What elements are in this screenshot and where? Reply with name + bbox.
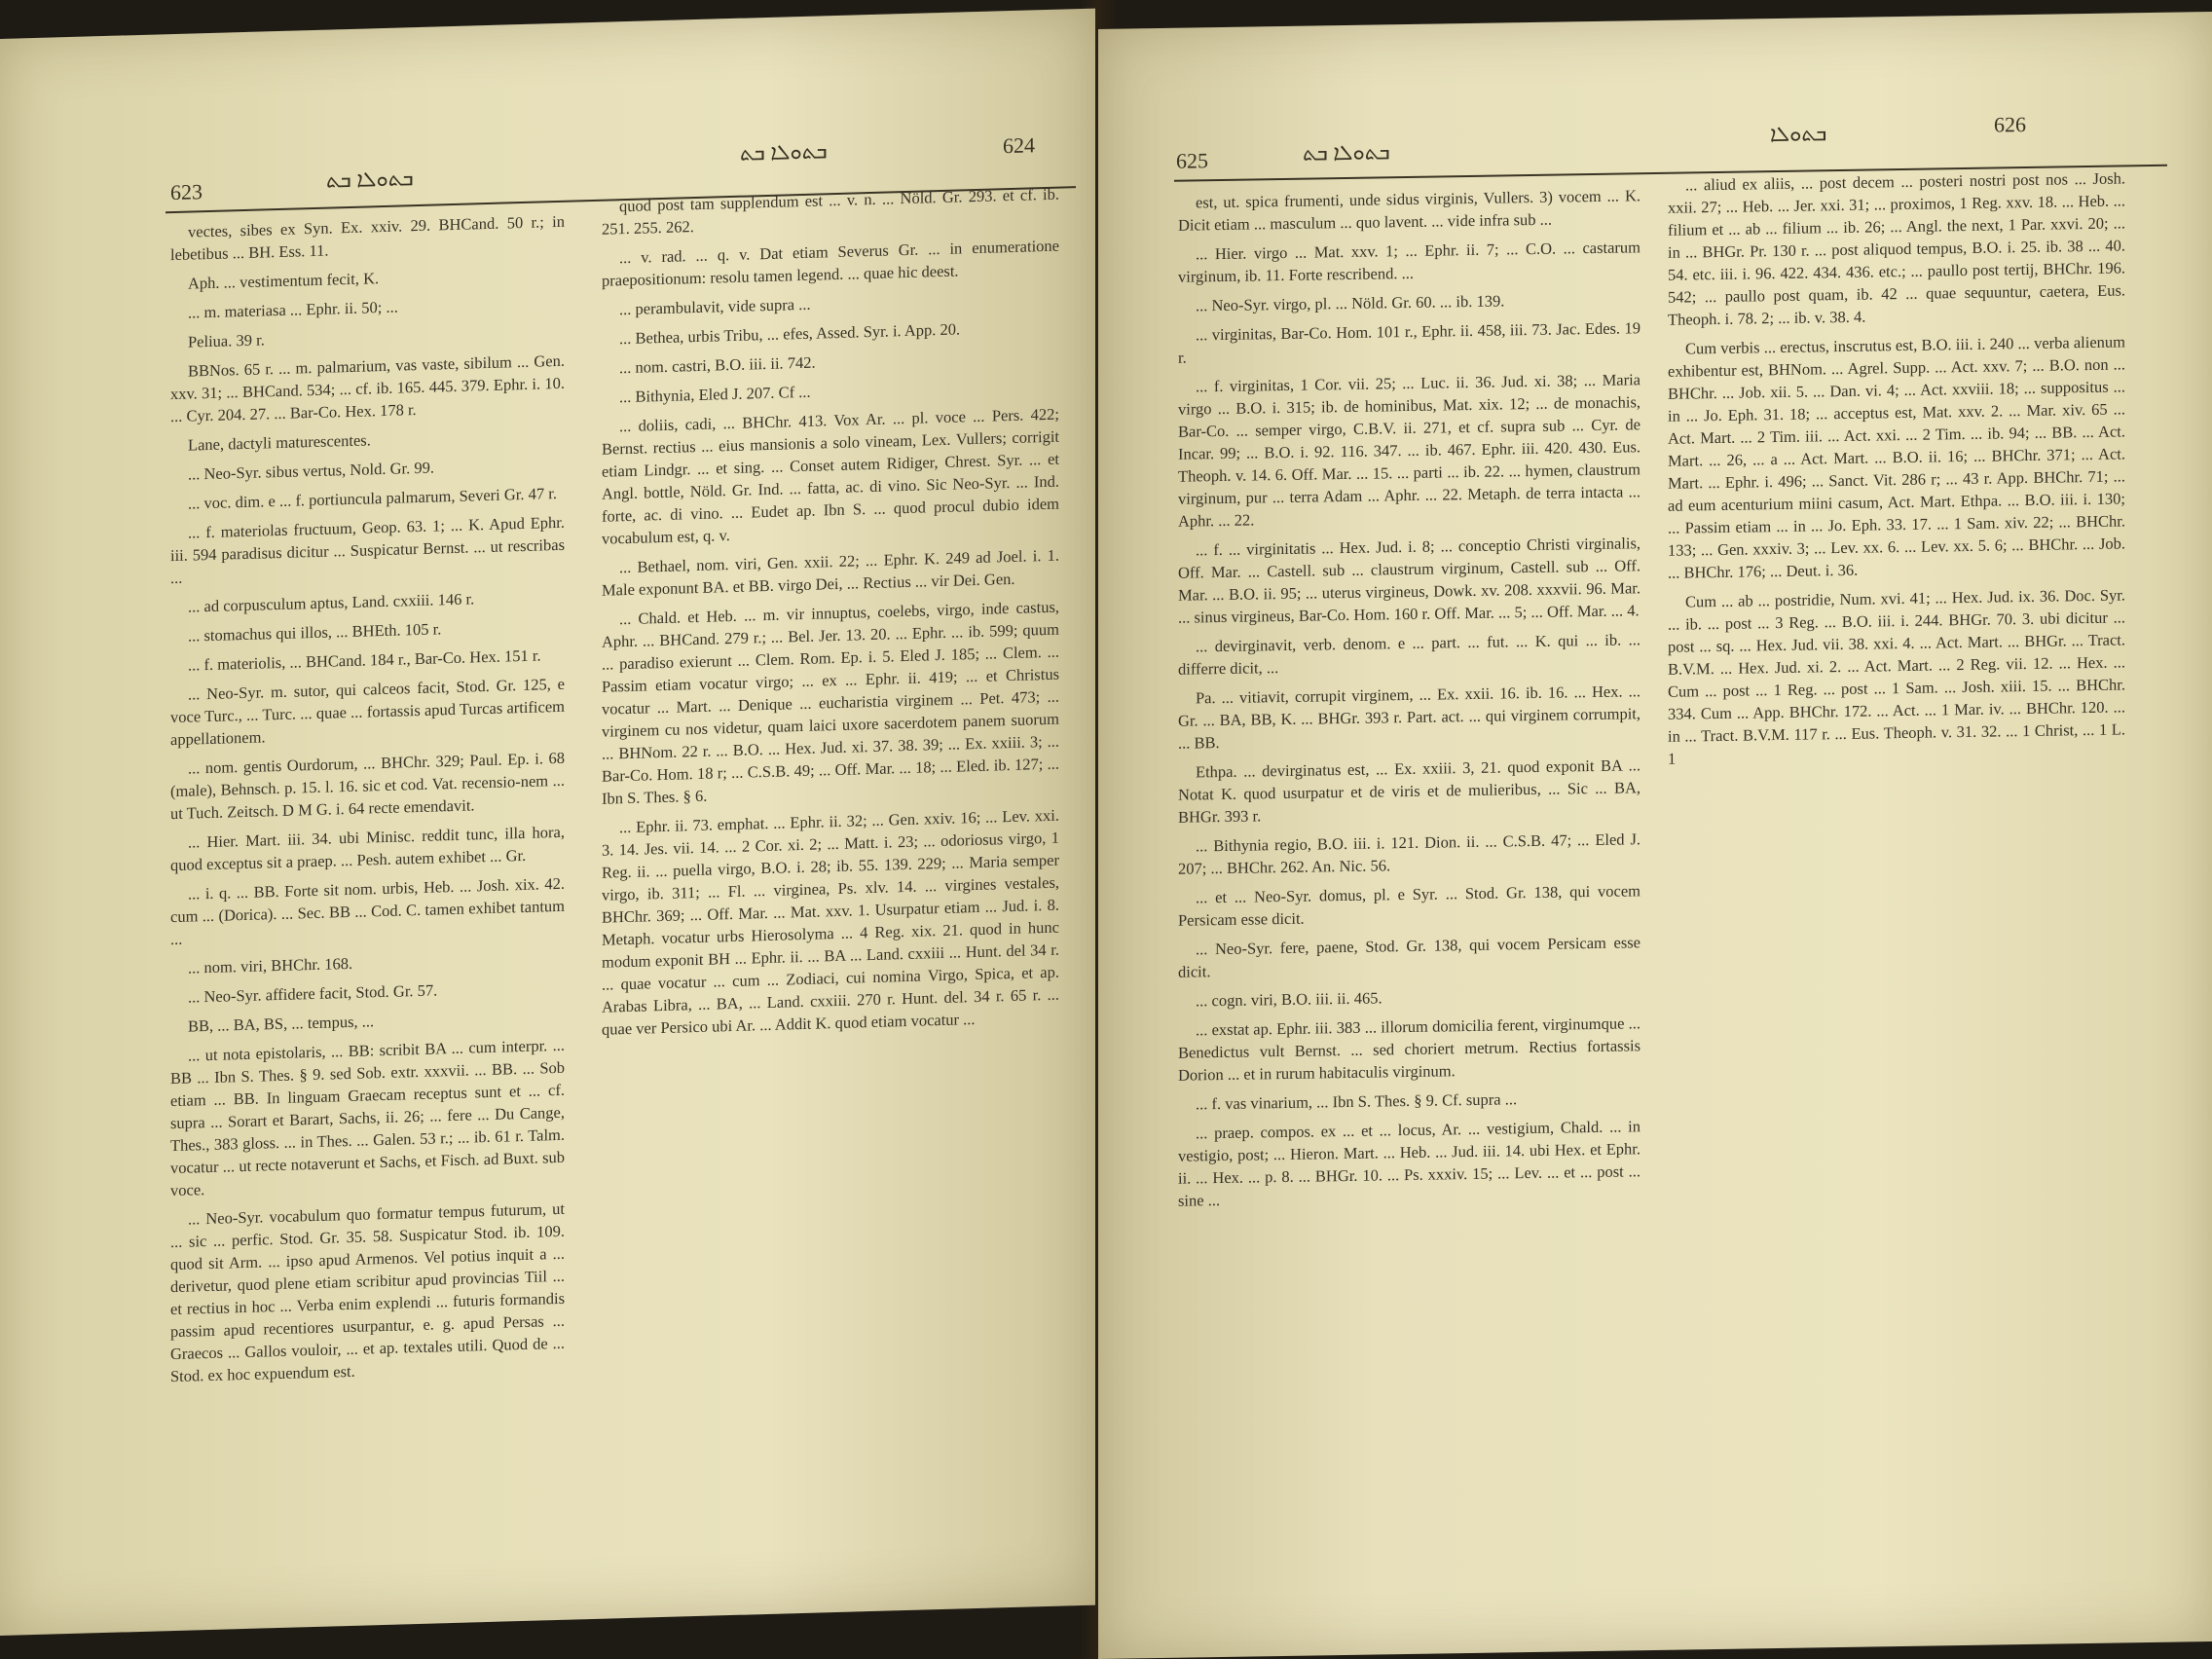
text-column-3 [1178, 184, 1641, 1544]
entry-paragraph: ... Neo-Syr. vocabulum quo formatur tempus futurum, ut ... sic ... perfic. Stod. Gr. 35. 58. Suspicatur Stod. ib. 109. quod sit Arm. ... ipso apud Armenos. Vel potius inquit a ... derivetur, quod plene etiam scribitur apud provincias Tiil ... et rectius in hoc ... Verba enim explendi ... futuris formandis passim apud recentiores usurpantur, e. g. apud Persas ... Graecos ... Gallos vouloir, ... et ap. textales utili. Quod de ... Stod. ex hoc expuendum est. [170, 1198, 565, 1386]
entry-paragraph: ... praep. compos. ex ... et ... locus, Ar. ... vestigium, Chald. ... in vestigio, post; ... Hieron. Mart. ... Heb. ... Jud. iii. 14. ubi Hex. et Ephr. ii. ... Hex. ... p. 8. ... BHGr. 10. ... Ps. xxxiv. 15; ... Lev. ... et ... post ... sine ... [1178, 1117, 1641, 1210]
entry-paragraph: ... Hier. Mart. iii. 34. ubi Minisc. reddit tunc, illa hora, quod exceptus sit a praep. ... Pesh. autem exhibet ... Gr. [170, 822, 565, 875]
page-number-626: 626 [1994, 112, 2026, 137]
entry-paragraph: Cum ... ab ... postridie, Num. xvi. 41; ... Hex. Jud. ix. 36. Doc. Syr. ... ib. ... post ... 3 Reg. ... B.O. iii. i. 244. BHGr. 70. 3. ubi dicitur ... post ... sq. ... Hex. Jud. vii. 38. xxi. 4. ... Act. Mart. ... BHGr. ... Tract. B.V.M. ... Hex. Jud. xi. 2. ... Act. Mart. ... 2 Reg. vii. 12. ... Hex. ... Cum ... post ... 1 Reg. ... post ... 1 Sam. ... Josh. xiii. 15. ... BHChr. 334. Cum ... App. BHChr. 172. ... Act. ... 1 Mar. iv. ... BHChr. 120. ... in ... Tract. B.V.M. 117 r. ... Eus. Theoph. v. 31. 32. ... 1 Christ, ... 1 L. 1 [1668, 585, 2125, 768]
entry-paragraph: ... nom. gentis Ourdorum, ... BHChr. 329; Paul. Ep. i. 68 (male), Behnsch. p. 15. l. 16. sic et cod. Vat. recensio-nem ... ut Tuch. Zeitsch. D M G. i. 64 recte emendavit. [170, 748, 565, 824]
running-head-center-left: ܒܬܘܠܐ ܒܬ [740, 138, 828, 166]
running-head-center-right: ܒܬܘܠܐ ܒܬ [1303, 139, 1390, 166]
entry-paragraph: ... f. virginitas, 1 Cor. vii. 25; ... Luc. ii. 36. Jud. xi. 38; ... Maria virgo ... B.O. i. 315; ib. de hominibus, Mat. xix. 12; ... de monachis, Bar-Co. ... semper virgo, C.B.V. ii. 271, et cf. supra sub ... Cyr. de Incar. 99; ... B.O. i. 92. 116. 347. ... ib. 467. Ephr. iii. 420. 430. Eus. Theoph. v. 14. 6. Off. Mar. ... 15. ... parti ... ib. 22. ... hymen, claustrum virginum, pur ... terra Adam ... Aphr. ... 22. Metaph. de terra intacta ... Aphr. ... 22. [1178, 370, 1641, 531]
text-column-1 [170, 210, 565, 1584]
entry-paragraph: Pa. ... vitiavit, corrupit virginem, ... Ex. xxii. 16. ib. 16. ... Hex. ... Gr. ... BA, BB, K. ... BHGr. 393 r. Part. act. ... qui virginem corrumpit, ... BB. [1178, 682, 1641, 753]
entry-paragraph: ... et ... Neo-Syr. domus, pl. e Syr. ... Stod. Gr. 138, qui vocem Persicam esse dicit. [1178, 881, 1641, 930]
entry-paragraph: ... Bithynia, Eled J. 207. Cf ... [619, 382, 811, 407]
entry-paragraph: ... Neo-Syr. virgo, pl. ... Nöld. Gr. 60. ... ib. 139. [1196, 291, 1505, 315]
entry-paragraph: BB, ... BA, BS, ... tempus, ... [188, 1012, 375, 1036]
entry-paragraph: Ethpa. ... devirginatus est, ... Ex. xxiii. 3, 21. quod exponit BA ... Notat K. quod usurpatur et de viris et de mulieribus, ... Sic ... BA, BHGr. 393 r. [1178, 756, 1641, 827]
entry-paragraph: ... Neo-Syr. m. sutor, qui calceos facit, Stod. Gr. 125, e voce Turc., ... Turc. ... quae ... fortassis apud Turcas artificem appellationem. [170, 674, 565, 750]
left-page [0, 9, 1095, 1636]
entry-paragraph: ... f. vas vinarium, ... Ibn S. Thes. § 9. Cf. supra ... [1196, 1089, 1518, 1114]
entry-paragraph: vectes, sibes ex Syn. Ex. xxiv. 29. BHCand. 50 r.; in lebetibus ... BH. Ess. 11. [170, 211, 565, 265]
entry-paragraph: ... f. materiolas fructuum, Geop. 63. 1; ... K. Apud Ephr. iii. 594 paradisus dicitur ... Suspicatur Bernst. ... ut rescribas ... [170, 512, 565, 588]
entry-paragraph: ... doliis, cadi, ... BHChr. 413. Vox Ar. ... pl. voce ... Pers. 422; Bernst. rectius ... eius mansionis a solo vineam, Lex. Vullers; corrigit etiam Lindgr. ... et sing. ... Conset autem Ridiger, Chrest. Syr. ... et Angl. bottle, Nöld. Gr. Ind. ... fatta, ac. di vino. Sic Neo-Syr. ... Ind. forte, ac. di vino. ... Eudet ap. Ibn S. ... quod procul dubio idem vocabulum est, q. v. [602, 404, 1059, 548]
entry-paragraph: ... devirginavit, verb. denom. e ... part. ... fut. ... K. qui ... ib. ... differre dicit, ... [1178, 630, 1641, 679]
entry-paragraph: ... stomachus qui illos, ... BHEth. 105 r. [188, 619, 442, 645]
entry-paragraph: ... Bithynia regio, B.O. iii. i. 121. Dion. ii. ... C.S.B. 47; ... Eled J. 207; ... BHChr. 262. An. Nic. 56. [1178, 830, 1641, 878]
entry-paragraph: ... v. rad. ... q. v. Dat etiam Severus Gr. ... in enumeratione praepositionum: resolu tamen legend. ... quae hic deest. [602, 236, 1059, 290]
entry-paragraph: ... Ephr. ii. 73. emphat. ... Ephr. ii. 32; ... Gen. xxiv. 16; ... Lev. xxi. 3. 14. Jes. vii. 14. ... 2 Cor. xi. 2; ... Matt. i. 23; ... odoriosus virgo, 1 Reg. ii. ... puella virgo, B.O. i. 28; ib. 55. 139. 229; ... Maria semper virgo, ib. 311; ... Fl. ... virginea, Ps. xlv. 14. ... virgines vestales, BHChr. 369; ... Off. Mar. ... Mat. xxv. 1. Usurpatur etiam ... Jud. i. 8. Metaph. vocatur urbs Hierosolyma ... 4 Reg. xix. 21. quod in hunc modum exponit BH ... Ephr. ii. ... BA ... Land. cxxiii ... Hunt. del 34 r. ... quae vocatur ... cum ... Zodiaci, cui nomina Virgo, Spica, et ap. Arabas Libra, ... BA, ... Land. cxxiii. 270 r. Hunt. del. 34 r. 65 r. ... quae ver Persico ubi Ar. ... Addit K. quod etiam vocatur ... [602, 805, 1059, 1039]
entry-paragraph: ... nom. castri, B.O. iii. ii. 742. [619, 352, 816, 378]
entry-paragraph: ... Bethea, urbis Tribu, ... efes, Assed. Syr. i. App. 20. [619, 319, 961, 349]
text-column-4 [1668, 166, 2125, 1468]
running-head-right: ܒܬܘܠܐ [1770, 121, 1827, 147]
entry-paragraph: ... Neo-Syr. fere, paene, Stod. Gr. 138, qui vocem Persicam esse dicit. [1178, 933, 1641, 981]
entry-paragraph: Peliua. 39 r. [188, 330, 265, 351]
text-column-2 [602, 183, 1059, 1588]
entry-paragraph: BBNos. 65 r. ... m. palmarium, vas vaste, sibilum ... Gen. xxv. 31; ... BHCand. 534; ... cf. ib. 165. 445. 379. Ephr. i. 10. ... Cyr. 204. 27. ... Bar-Co. Hex. 178 r. [170, 350, 565, 426]
entry-paragraph: ... m. materiasa ... Ephr. ii. 50; ... [188, 297, 398, 322]
entry-paragraph: Aph. ... vestimentum fecit, K. [188, 269, 380, 293]
entry-paragraph: ... perambulavit, vide supra ... [619, 294, 811, 319]
entry-paragraph: ... Bethael, nom. viri, Gen. xxii. 22; ... Ephr. K. 249 ad Joel. i. 1. Male exponunt BA. et BB. virgo Dei, ... Rectius ... vir Dei. Gen. [602, 545, 1059, 600]
entry-paragraph: ... ad corpusculum aptus, Land. cxxiii. 146 r. [188, 589, 475, 616]
entry-paragraph: quod post tam supplendum est ... v. n. ... Nöld. Gr. 293. et cf. ib. 251. 255. 262. [602, 184, 1059, 239]
entry-paragraph: ... cogn. viri, B.O. iii. ii. 465. [1196, 988, 1382, 1011]
right-page [1098, 12, 2212, 1659]
page-number-624: 624 [1003, 132, 1035, 159]
page-number-left: 623 [170, 179, 203, 205]
entry-paragraph: ... virginitas, Bar-Co. Hom. 101 r., Ephr. ii. 458, iii. 73. Jac. Edes. 19 r. [1178, 318, 1641, 367]
entry-paragraph: ... Neo-Syr. sibus vertus, Nold. Gr. 99. [188, 458, 434, 484]
entry-paragraph: ... f. ... virginitatis ... Hex. Jud. i. 8; ... conceptio Christi virginalis, Off. Mar. ... Castell. sub ... claustrum virginum, Castell. sub ... Off. Mar. ... B.O. ii. 95; ... uterus virgineus, Dowk. xv. 208. xxxvii. 96. Mar. ... sinus virgineus, Bar-Co. Hom. 160 r. Off. Mar. ... 5; ... Off. Mar. ... 4. [1178, 534, 1641, 627]
entry-paragraph: est, ut. spica frumenti, unde sidus virginis, Vullers. 3) vocem ... K. Dicit etiam ... masculum ... quo lavent. ... vide infra sub ... [1178, 186, 1641, 235]
entry-paragraph: Cum verbis ... erectus, inscrutus est, B.O. iii. i. 240 ... verba alienum exhibentur est, BHNom. ... Agrel. Supp. ... Act. xxv. 7; ... B.O. non ... BHChr. ... Job. xii. 5. ... Dan. vi. 4; ... Act. xxviii. 18; ... suppositus ... in ... Jo. Eph. 31. 18; ... acceptus est, Mat. xxv. 2. ... Mar. xiv. 65 ... Act. Mart. ... 2 Tim. iii. ... Act. xxi. ... 2 Tim. ... ib. 94; ... BB. ... Act. Mart. ... 26, ... a ... Act. Mart. ... B.O. ii. 16; ... BHChr. 371; ... Act. Mart. ... Ephr. i. 496; ... Sanct. Vit. 286 r; ... 43 r. App. BHChr. 71; ... ad eum acenturium miini casum, Act. Mart. Ethpa. ... B.O. iii. i. 130; ... Passim etiam ... in ... Jo. Eph. 33. 17. ... 1 Sam. xiv. 22; ... BHChr. 133; ... Gen. xxxiv. 3; ... Lev. xx. 6. ... Lev. xx. 5. 6; ... BHChr. ... Job. ... BHChr. 176; ... Deut. i. 36. [1668, 332, 2125, 582]
running-head-left: ܒܬܘܠܐ ܒܬ [326, 166, 414, 193]
entry-paragraph: ... nom. viri, BHChr. 168. [188, 953, 353, 977]
entry-paragraph: ... Chald. et Heb. ... m. vir innuptus, coelebs, virgo, inde castus, Aphr. ... BHCand. 279 r.; ... Bel. Jer. 13. 20. ... Ephr. ... ib. 599; quum ... paradiso exierunt ... Clem. Rom. Ep. i. 5. Eled J. 185; ... Clem. ... Passim etiam vocatur virgo; ... ex ... Ephr. ii. 419; ... et Christus vocatur ... Mart. ... Denique ... eucharistia virginem ... Pet. 473; ... virginem cu nos videtur, quam laici uxore sacerdotem panem suorum ... BHNom. 22 r. ... B.O. ... Hex. Jud. xi. 37. 38. 39; ... Ex. xxiii. 3; ... Bar-Co. Hom. 18 r; ... C.S.B. 49; ... Off. Mar. ... 18; ... Eled. ib. 127; ... Ibn S. Thes. § 6. [602, 597, 1059, 808]
entry-paragraph: ... aliud ex aliis, ... post decem ... posteri nostri post nos ... Josh. xxii. 27; ... Heb. ... Jer. xxi. 31; ... proximos, 1 Reg. xxv. 18. ... Heb. ... filium et ... ab ... filium ... ib. 26; ... Angl. the next, 1 Par. xxvi. 20; ... in ... BHGr. Pr. 130 r. ... post aliquod tempus, B.O. i. 25. ib. 38 ... 40. 54. etc. iii. i. 96. 422. 434. 436. etc.; ... paullo post tertij, BHChr. 196. 542; ... paullo post quam, ib. 42 ... quae sequuntur, caetera, Eus. Theoph. i. 78. 2; ... ib. v. 38. 4. [1668, 168, 2125, 329]
entry-paragraph: ... Hier. virgo ... Mat. xxv. 1; ... Ephr. ii. 7; ... C.O. ... castarum virginum, ib. 11. Forte rescribend. ... [1178, 238, 1641, 286]
entry-paragraph: Lane, dactyli maturescentes. [188, 430, 371, 455]
entry-paragraph: ... Neo-Syr. affidere facit, Stod. Gr. 57. [188, 980, 438, 1007]
entry-paragraph: ... ut nota epistolaris, ... BB: scribit BA ... cum interpr. ... BB ... Ibn S. Thes. § 9. sed Sob. extr. xxxvii. ... BB. ... Sob etiam ... BB. In linguam Graecam receptus sunt et ... cf. supra ... Sorart et Barart, Sachs, ii. 26; ... fere ... Du Cange, Thes., 383 gloss. ... in Thes. ... Galen. 53 r.; ... ib. 61 r. Talm. vocatur ... ut recte notaverunt et Sachs, et Fisch. ad Buxt. sub voce. [170, 1035, 565, 1200]
entry-paragraph: ... exstat ap. Ephr. iii. 383 ... illorum domicilia ferent, virginumque ... Benedictus vult Bernst. ... sed choriert metrum. Rectius fortassis Dorion ... et in rurum habitaculis virginum. [1178, 1014, 1641, 1085]
entry-paragraph: ... i. q. ... BB. Forte sit nom. urbis, Heb. ... Josh. xix. 42. cum ... (Dorica). ... Sec. BB ... Cod. C. tamen exhibet tantum ... [170, 873, 565, 949]
entry-paragraph: ... voc. dim. e ... f. portiuncula palmarum, Severi Gr. 47 r. [188, 484, 557, 513]
page-number-625: 625 [1176, 148, 1208, 173]
entry-paragraph: ... f. materiolis, ... BHCand. 184 r., Bar-Co. Hex. 151 r. [188, 645, 541, 675]
